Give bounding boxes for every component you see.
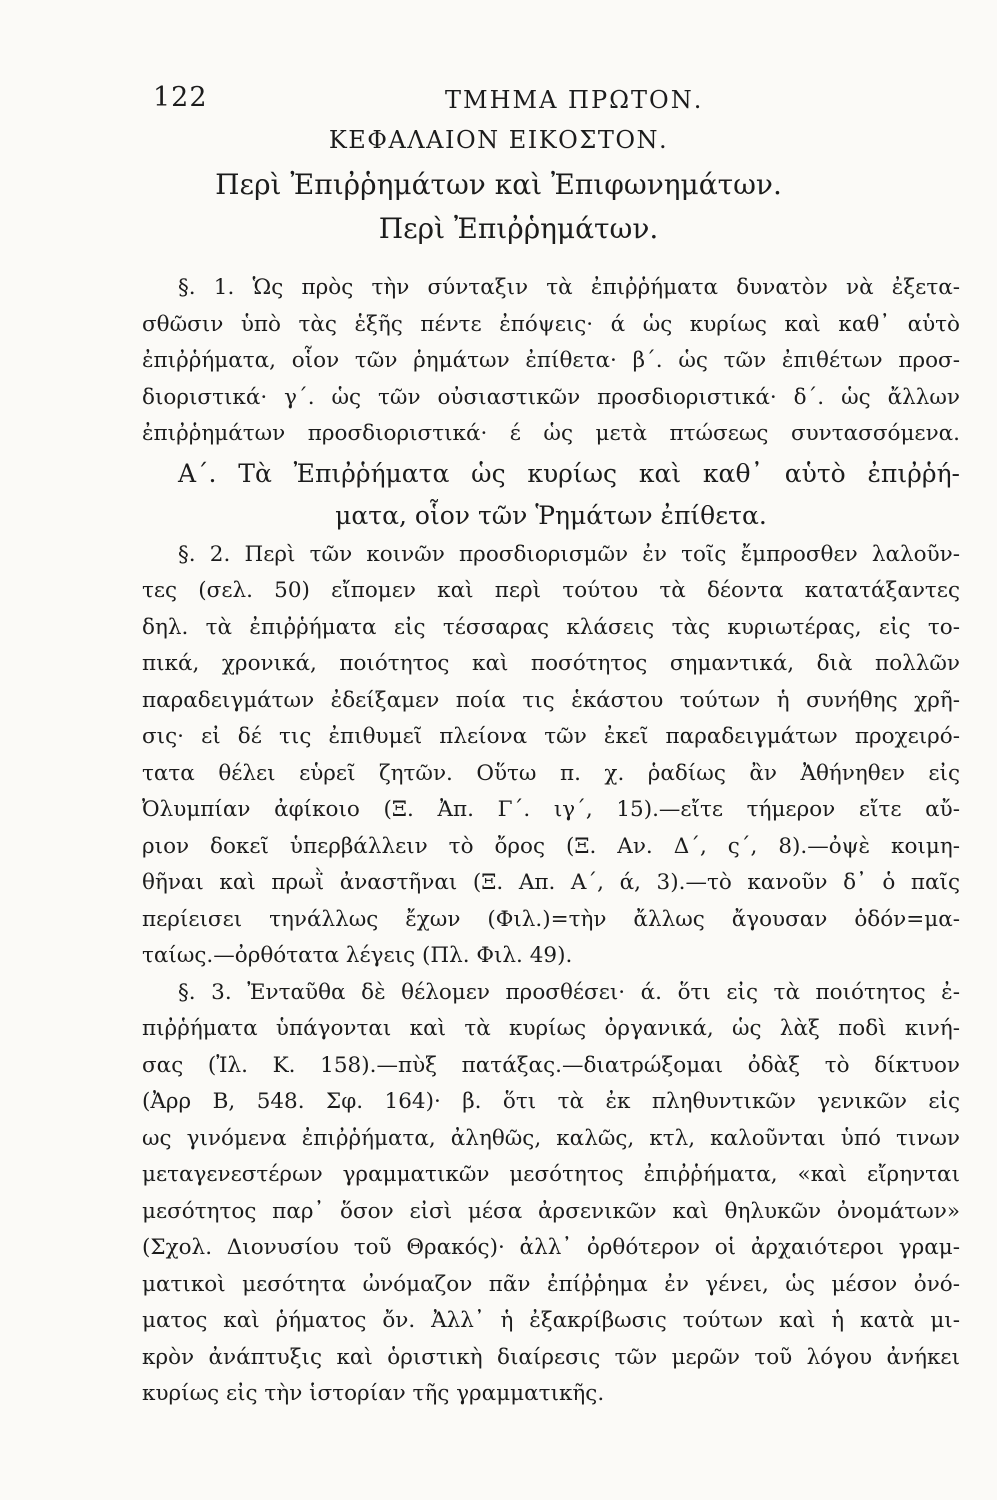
text-line: (Σχολ. Διονυσίου τοῦ Θρακός)· ἀλλ᾽ ὀρθότερον οἱ ἀρχαιότεροι γραμ- xyxy=(142,1235,960,1260)
running-head: ΤΜΗΜΑ ΠΡΩΤΟΝ. xyxy=(445,86,704,114)
text-line: ματος καὶ ῥήματος ὄν. Ἀλλ᾽ ἡ ἐξακρίβωσις τούτων καὶ ἡ κατὰ μι- xyxy=(142,1308,960,1333)
page-number: 122 xyxy=(153,82,208,113)
text-line: Ὀλυμπίαν ἀφίκοιο (Ξ. Ἀπ. Γ΄. ιγ΄, 15).—εἴτε τήμερον εἴτε αὔ- xyxy=(142,797,960,822)
text-line: §. 1. Ὡς πρὸς τὴν σύνταξιν τὰ ἐπιῤῥήματα δυνατὸν νὰ ἐξετα- xyxy=(178,275,960,300)
text-line: πιῤῥήματα ὑπάγονται καὶ τὰ κυρίως ὀργανικά, ὡς λὰξ ποδὶ κινή- xyxy=(142,1016,960,1041)
text-line: ἐπιῤῥήματα, οἷον τῶν ῥημάτων ἐπίθετα· β΄. ὡς τῶν ἐπιθέτων προσ- xyxy=(142,348,960,373)
subsection-title: Περὶ Ἐπιῤῥημάτων. xyxy=(378,212,659,245)
text-line: μεσότητος παρ᾽ ὅσον εἰσὶ μέσα ἀρσενικῶν καὶ θηλυκῶν ὀνομάτων» xyxy=(142,1198,960,1224)
text-line: τες (σελ. 50) εἴπομεν καὶ περὶ τούτου τὰ δέοντα κατατάξαντες xyxy=(142,578,960,603)
text-line: πικά, χρονικά, ποιότητος καὶ ποσότητος σημαντικά, διὰ πολλῶν xyxy=(142,651,960,676)
text-line: δηλ. τὰ ἐπιῤῥήματα εἰς τέσσαρας κλάσεις τὰς κυριωτέρας, εἰς το- xyxy=(142,614,960,640)
text-line: ριον δοκεῖ ὑπερβάλλειν τὸ ὄρος (Ξ. Αν. Δ΄, ς΄, 8).—ὀψὲ κοιμη- xyxy=(142,833,960,859)
text-line: ως γινόμενα ἐπιῤῥήματα, ἀληθῶς, καλῶς, κτλ, καλοῦνται ὑπό τινων xyxy=(142,1125,960,1151)
text-line: τατα θέλει εὑρεῖ ζητῶν. Οὕτω π. χ. ῥαδίως ἂν Ἀθήνηθεν εἰς xyxy=(142,760,960,786)
text-line: σις· εἰ δέ τις ἐπιθυμεῖ πλείονα τῶν ἐκεῖ παραδειγμάτων προχειρό- xyxy=(142,724,960,749)
text-line: §. 2. Περὶ τῶν κοινῶν προσδιορισμῶν ἐν τοῖς ἔμπροσθεν λαλοῦν- xyxy=(178,541,960,567)
text-line: παραδειγμάτων ἐδείξαμεν ποία τις ἑκάστου τούτων ἡ συνήθης χρῆ- xyxy=(142,687,960,713)
text-line: διοριστικά· γ΄. ὡς τῶν οὐσιαστικῶν προσδιοριστικά· δ΄. ὡς ἄλλων xyxy=(142,384,960,410)
text-line: σθῶσιν ὑπὸ τὰς ἑξῆς πέντε ἐπόψεις· ά ὡς κυρίως καὶ καθ᾽ αὑτὸ xyxy=(142,311,960,337)
subheading-line: ματα, οἷον τῶν Ῥημάτων ἐπίθετα. xyxy=(335,500,767,530)
text-line: ἐπιῤῥημάτων προσδιοριστικά· έ ὡς μετὰ πτώσεως συντασσόμενα. xyxy=(142,421,960,446)
text-line: ματικοὶ μεσότητα ὠνόμαζον πᾶν ἐπίῤῥημα ἐν γένει, ὡς μέσον ὀνό- xyxy=(142,1271,960,1297)
text-line: σας (Ἰλ. Κ. 158).—πὺξ πατάξας.—διατρώξομαι ὀδὰξ τὸ δίκτυον xyxy=(142,1052,960,1078)
text-line: περίεισει τηνάλλως ἔχων (Φιλ.)=τὴν ἄλλως ἄγουσαν ὁδόν=μα- xyxy=(142,906,960,932)
subheading-line: Α΄. Τὰ Ἐπιῤῥήματα ὡς κυρίως καὶ καθ᾽ αὑτὸ ἐπιῤῥή- xyxy=(178,458,960,488)
section-title: Περὶ Ἐπιῤῥημάτων καὶ Ἐπιφωνημάτων. xyxy=(215,168,782,201)
page-header xyxy=(145,82,965,122)
text-line: μεταγενεστέρων γραμματικῶν μεσότητος ἐπιῤῥήματα, «καὶ εἴρηνται xyxy=(142,1162,960,1187)
text-line: ταίως.—ὀρθότατα λέγεις (Πλ. Φιλ. 49). xyxy=(142,943,573,968)
chapter-title: ΚΕΦΑΛΑΙΟΝ ΕΙΚΟΣΤΟΝ. xyxy=(328,126,669,154)
body-text xyxy=(142,270,960,1413)
text-line: (Ἀρρ Β, 548. Σφ. 164)· β. ὅτι τὰ ἐκ πληθυντικῶν γενικῶν εἰς xyxy=(142,1089,960,1114)
text-line: κρὸν ἀνάπτυξις καὶ ὁριστικὴ διαίρεσις τῶν μερῶν τοῦ λόγου ἀνήκει xyxy=(142,1344,960,1370)
text-line: κυρίως εἰς τὴν ἱστορίαν τῆς γραμματικῆς. xyxy=(142,1381,605,1406)
text-line: §. 3. Ἐνταῦθα δὲ θέλομεν προσθέσει· ά. ὅτι εἰς τὰ ποιότητος ἐ- xyxy=(178,979,960,1005)
text-line: θῆναι καὶ πρωῒ ἀναστῆναι (Ξ. Απ. Α΄, ά, 3).—τὸ κανοῦν δ᾽ ὁ παῖς xyxy=(142,870,960,895)
